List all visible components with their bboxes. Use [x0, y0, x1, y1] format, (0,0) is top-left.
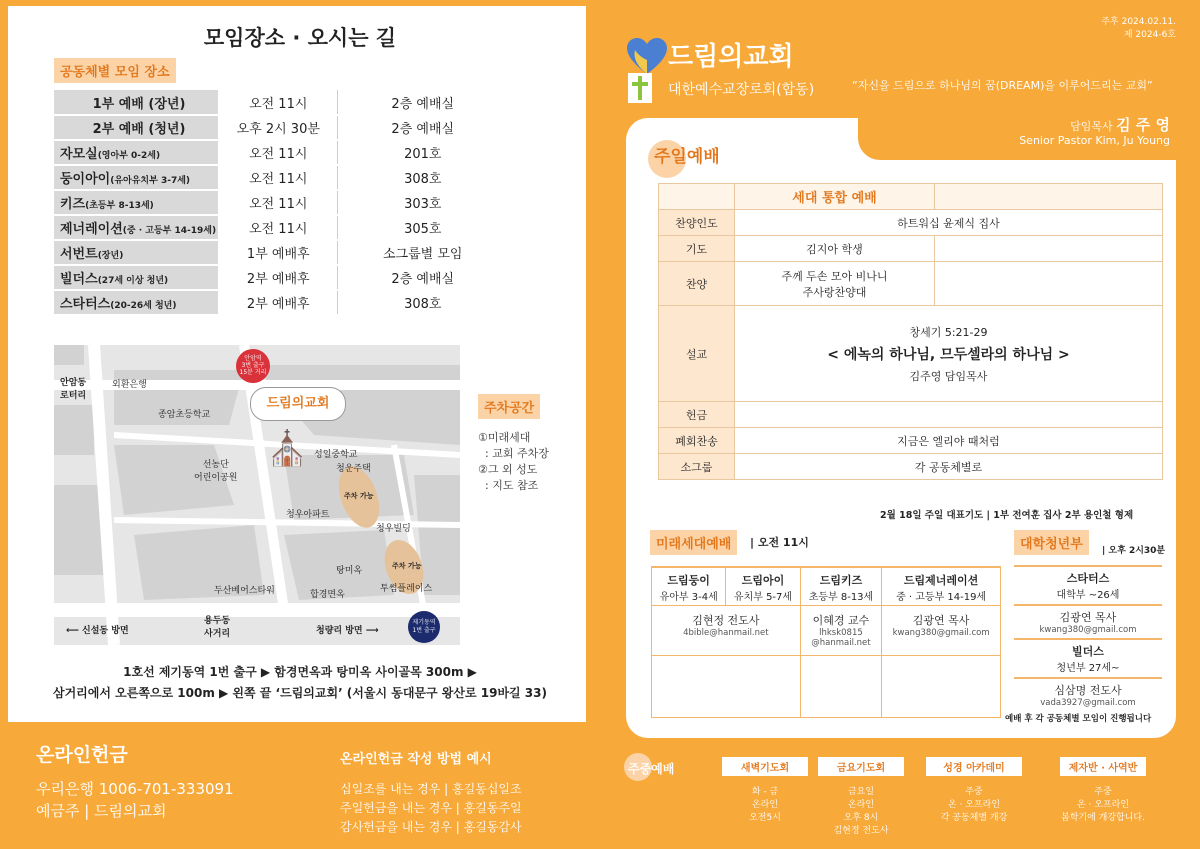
offering-howto-title: 온라인헌금 작성 방법 예시 — [340, 752, 492, 767]
parking-label: 주차 가능 — [392, 562, 422, 570]
service-order-table — [658, 183, 1163, 480]
direction-right: 청량리 방면 ⟶ — [316, 626, 379, 636]
meeting-group: 빌더스(27세 이상 청년) — [54, 265, 219, 290]
meeting-row — [54, 140, 509, 165]
program-friday-prayer: 금요기도회 금요일 온라인 오후 8시 김현정 전도사 — [818, 757, 904, 838]
meeting-time: 2부 예배후 — [219, 265, 337, 290]
group-leader: 김현정 전도사 4bible@hanmail.net — [652, 606, 801, 656]
issue-info: 주후 2024.02.11. 제 2024-6호 — [1101, 17, 1176, 40]
group-header: 드림제너레이션 중 · 고등부 14-19세 — [882, 567, 1001, 606]
order-label: 찬양 — [659, 262, 735, 306]
pastor-english-name: Senior Pastor Kim, Ju Young — [1019, 134, 1170, 147]
order-label: 설교 — [659, 306, 735, 402]
parking-title: 주차공간 — [478, 394, 540, 419]
meeting-row — [54, 290, 509, 315]
weekday-worship-tag: 주중예배 — [628, 760, 674, 777]
youth-group: 스타터스 대학부 ~26세 — [1014, 565, 1162, 604]
future-generation-tag: 미래세대예배 — [650, 530, 737, 555]
order-label: 소그룹 — [659, 454, 735, 480]
direction-left: ⟵ 신설동 방면 — [66, 626, 129, 636]
meeting-place: 2층 예배실 — [337, 265, 509, 290]
meeting-place: 소그룹별 모임 — [337, 240, 509, 265]
meeting-time: 오후 2시 30분 — [219, 115, 337, 140]
group-header: 드림둥이 유아부 3-4세 — [652, 567, 726, 606]
exit-badge: 제기동역 1번 출구 — [408, 611, 440, 643]
service-header: 세대 통합 예배 — [735, 184, 935, 210]
station-badge: 안암역 3번 출구 15분 거리 — [236, 349, 270, 383]
meeting-time: 오전 11시 — [219, 90, 337, 115]
parking-text: ①미래세대 : 교회 주차장 ②그 외 성도 : 지도 참조 — [478, 431, 549, 492]
meeting-row — [54, 215, 509, 240]
meeting-row — [54, 90, 509, 115]
order-value: 김지아 학생 — [735, 236, 935, 262]
order-label: 헌금 — [659, 402, 735, 428]
meeting-place: 308호 — [337, 290, 509, 315]
cross-icon — [628, 73, 652, 103]
order-value — [735, 402, 1163, 428]
prayer-announcement: 2월 18일 주일 대표기도 | 1부 전여훈 집사 2부 용인철 형제 — [880, 510, 1134, 521]
meeting-row — [54, 265, 509, 290]
meeting-row — [54, 115, 509, 140]
meeting-row — [54, 190, 509, 215]
program-bible-academy: 성경 아카데미 주중 온 · 오프라인 각 공동체별 개강 — [926, 757, 1022, 825]
pastor-name: 담임목사 김 주 영 — [1070, 116, 1170, 134]
order-label: 찬양인도 — [659, 210, 735, 236]
order-value: 주께 두손 모아 비나니 주사랑찬양대 — [735, 262, 935, 306]
sunday-worship-tag: 주일예배 — [654, 142, 720, 167]
meeting-group: 1부 예배 (장년) — [54, 90, 219, 115]
directions: 1호선 제기동역 1번 출구 ▶ 함경면옥과 탕미옥 사이골목 300m ▶ 삼거리에서 오른쪽으로 100m ▶ 왼쪽 끝 ‘드림의교회’ (서울시 동대문구 왕산로 19바길 33) — [53, 665, 547, 700]
youth-leader: 심삼명 전도사 vada3927@gmail.com — [1014, 677, 1162, 711]
youth-group: 빌더스 청년부 27세~ — [1014, 638, 1162, 677]
meeting-place: 303호 — [337, 190, 509, 215]
bank-account: 우리은행 1006-701-333091 예금주 | 드림의교회 — [36, 780, 234, 820]
meeting-time: 오전 11시 — [219, 165, 337, 190]
map-label: 안암동 로터리 — [60, 378, 87, 401]
map-label: 청우빌딩 — [376, 524, 411, 534]
group-leader: 김광연 목사 kwang380@gmail.com — [882, 606, 1001, 656]
meeting-group: 제너레이션(중 · 고등부 14-19세) — [54, 215, 219, 240]
future-generation-time: | 오전 11시 — [750, 536, 809, 549]
denomination: 대한예수교장로회(합동) — [668, 82, 815, 98]
youth-note: 예배 후 각 공동체별 모임이 진행됩니다 — [1005, 714, 1152, 724]
order-value: 하트워십 윤제식 집사 — [735, 210, 1163, 236]
meeting-group: 키즈(초등부 8-13세) — [54, 190, 219, 215]
map — [54, 345, 460, 645]
program-dawn-prayer: 새벽기도회 화 - 금 온라인 오전5시 — [722, 757, 808, 825]
youth-leader: 김광연 목사 kwang380@gmail.com — [1014, 604, 1162, 638]
map-label: 두산베어스타워 — [214, 586, 275, 596]
meeting-place: 201호 — [337, 140, 509, 165]
meeting-place: 2층 예배실 — [337, 90, 509, 115]
sermon: 창세기 5:21-29 < 에녹의 하나님, 므두셀라의 하나님 > 김주영 담임목사 — [735, 306, 1163, 402]
meeting-time: 오전 11시 — [219, 140, 337, 165]
map-label: 선농단 어린이공원 — [194, 460, 238, 483]
meeting-place: 2층 예배실 — [337, 115, 509, 140]
map-label: 종암초등학교 — [158, 410, 211, 420]
map-label: 청우아파트 — [286, 510, 330, 520]
meeting-group: 둥이아이(유아유치부 3-7세) — [54, 165, 219, 190]
section-tag-meetings: 공동체별 모임 장소 — [54, 58, 176, 83]
group-leader: 이혜경 교수 lhksk0815 @hanmail.net — [800, 606, 882, 656]
order-value: 지금은 엘리야 때처럼 — [735, 428, 1163, 454]
meeting-group: 자모실(영아부 0-2세) — [54, 140, 219, 165]
map-label: 용두동 사거리 — [204, 616, 231, 639]
church-callout: 드림의교회 — [250, 387, 346, 421]
meeting-table — [54, 90, 510, 316]
future-generation-table — [651, 566, 1001, 718]
meeting-group: 2부 예배 (청년) — [54, 115, 219, 140]
map-label: 외환은행 — [112, 380, 147, 390]
order-label: 기도 — [659, 236, 735, 262]
order-label: 폐회찬송 — [659, 428, 735, 454]
map-label: 성일중학교 — [314, 450, 358, 460]
meeting-time: 2부 예배후 — [219, 290, 337, 315]
meeting-place: 305호 — [337, 215, 509, 240]
meeting-time: 1부 예배후 — [219, 240, 337, 265]
motto: “자신을 드림으로 하나님의 꿈(DREAM)을 이루어드리는 교회” — [852, 79, 1153, 92]
meeting-group: 서번트(장년) — [54, 240, 219, 265]
group-header: 드림아이 유치부 5-7세 — [726, 567, 800, 606]
online-offering-title: 온라인헌금 — [36, 744, 128, 766]
group-header: 드림키즈 초등부 8-13세 — [800, 567, 882, 606]
page-title: 모임장소 · 오시는 길 — [203, 26, 397, 50]
map-label: 청운주택 — [336, 464, 371, 474]
map-label: 투썸플레이스 — [380, 584, 433, 594]
meeting-row — [54, 165, 509, 190]
church-name: 드림의교회 — [668, 42, 794, 72]
map-label: 탕미옥 — [336, 566, 363, 576]
order-value: 각 공동체별로 — [735, 454, 1163, 480]
meeting-group: 스타터스(20-26세 청년) — [54, 290, 219, 315]
parking-label: 주차 가능 — [344, 492, 374, 500]
map-label: 합경면옥 — [310, 590, 345, 600]
meeting-place: 308호 — [337, 165, 509, 190]
young-adult-groups — [1014, 565, 1162, 711]
meeting-time: 오전 11시 — [219, 190, 337, 215]
church-building-icon: ⛪ — [266, 429, 309, 469]
young-adult-time: | 오후 2시30분 — [1102, 546, 1166, 556]
meeting-row — [54, 240, 509, 265]
young-adult-tag: 대학청년부 — [1014, 530, 1089, 555]
offering-examples: 십일조를 내는 경우 | 홍길동십일조 주일헌금을 내는 경우 | 홍길동주일 감사헌금을 내는 경우 | 홍길동감사 — [340, 782, 522, 834]
meeting-time: 오전 11시 — [219, 215, 337, 240]
program-discipleship: 제자반 · 사역반 주중 온 · 오프라인 봄학기에 개강합니다. — [1060, 757, 1146, 825]
